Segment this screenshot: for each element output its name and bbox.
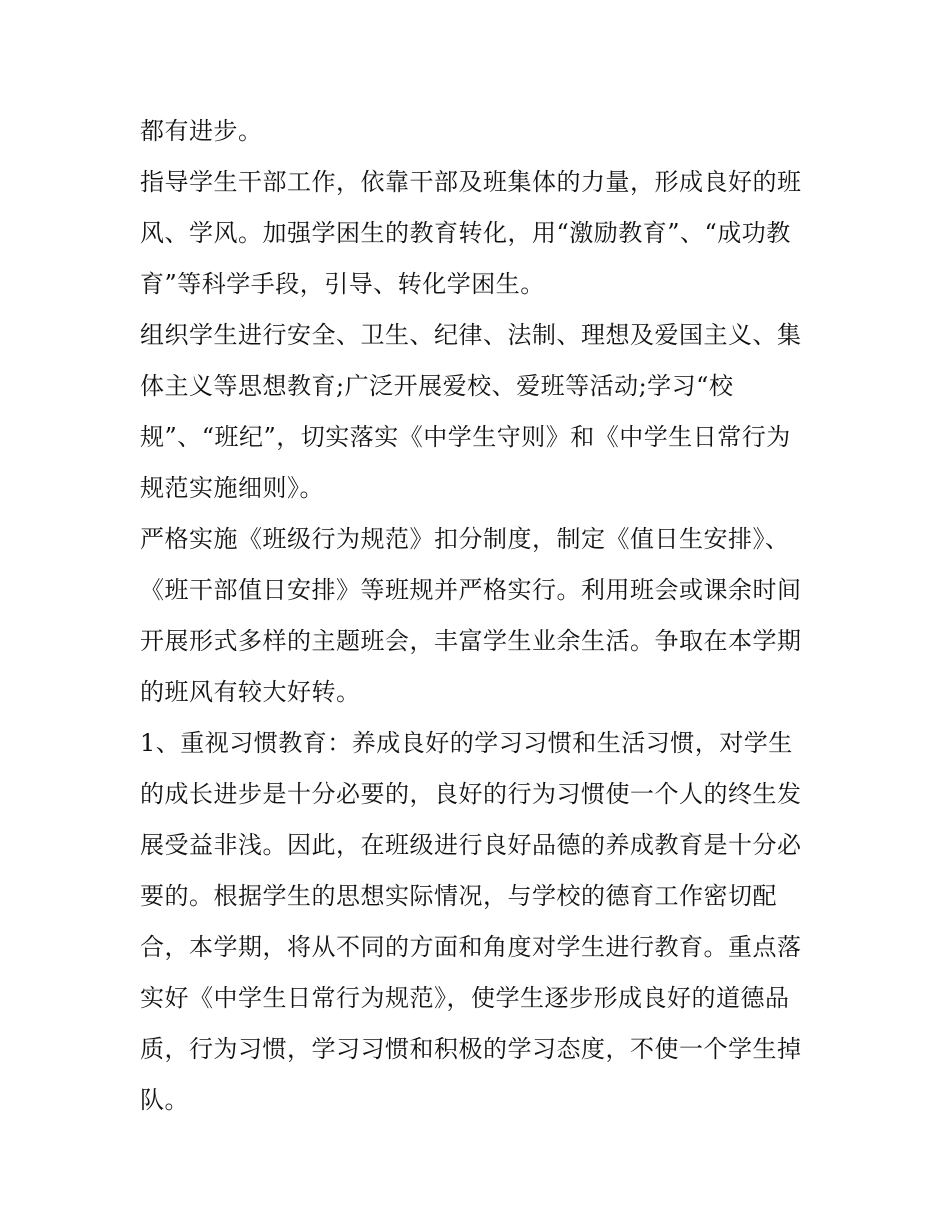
paragraph-habit-education: 1、重视习惯教育：养成良好的学习习惯和生活习惯，对学生 的成长进步是十分必要的，良好的行为习惯使一个人的终生发 展受益非浅。因此，在班级进行良好品德的养成教育是十分必 要的。根据学生的思想实际情况，与学校的德育工作密切配 合，本学期，将从不同的方面和角度对学生进行教育。重点落 实好《中学生日常行为规范》，使学生逐步形成良好的道德品 质，行为习惯，学习习惯和积极的学习态度，不使一个学生掉 队。 <box>140 729 802 1114</box>
document-body <box>140 106 812 1126</box>
paragraph-class-rules: 严格实施《班级行为规范》扣分制度，制定《值日生安排》、 《班干部值日安排》等班规并严格实行。利用班会或课余时间 开展形式多样的主题班会，丰富学生业余生活。争取在本学期 的班风有较大好转。 <box>140 525 802 706</box>
paragraph-student-cadres: 指导学生干部工作，依靠干部及班集体的力量，形成良好的班 风、学风。加强学困生的教育转化，用“激励教育”、“成功教 育”等科学手段，引导、转化学困生。 <box>140 168 802 298</box>
paragraph-progress: 都有进步。 <box>140 117 263 145</box>
paragraph-ideological-education: 组织学生进行安全、卫生、纪律、法制、理想及爱国主义、集 体主义等思想教育;广泛开展爱校、爱班等活动;学习“校 规”、“班纪”，切实落实《中学生守则》和《中学生日常行为 规范实施细则》。 <box>140 321 802 502</box>
